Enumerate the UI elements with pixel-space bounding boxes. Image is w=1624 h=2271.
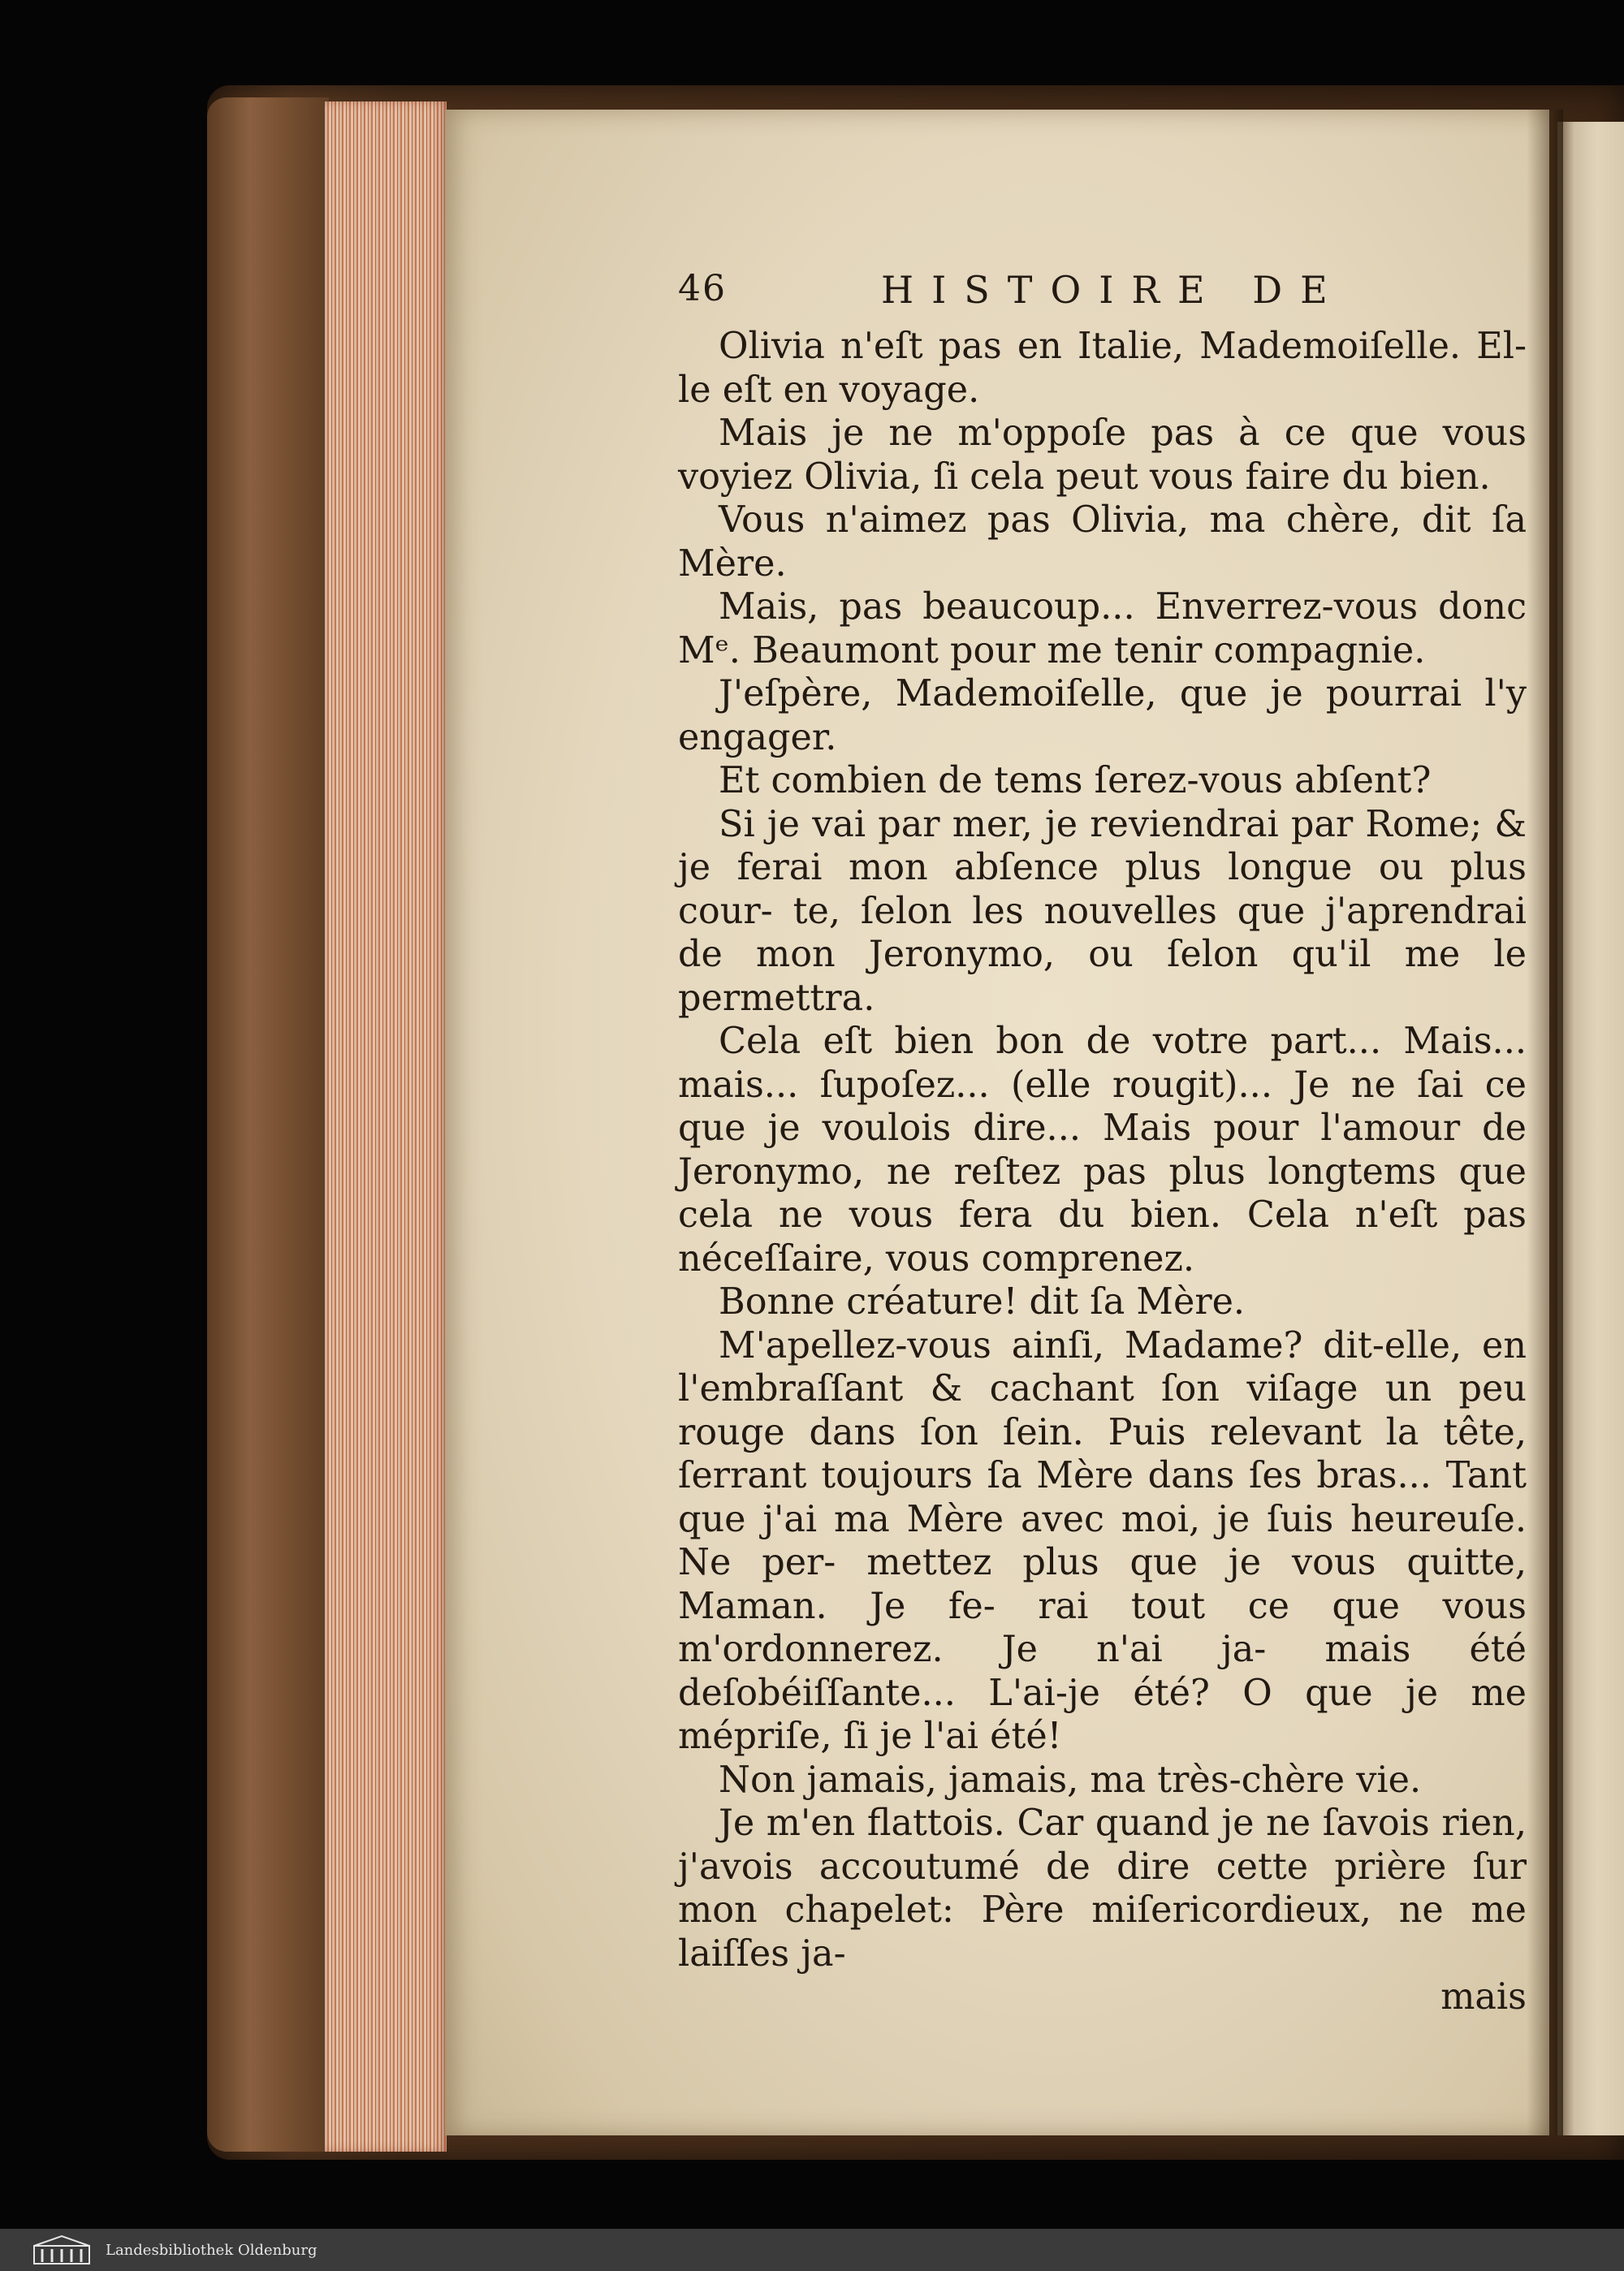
paragraph bbox=[678, 1324, 1527, 1759]
paragraph bbox=[678, 585, 1527, 672]
paragraph bbox=[678, 759, 1527, 803]
paragraph bbox=[678, 672, 1527, 759]
paragraph bbox=[678, 325, 1527, 412]
text-line: dans ſon ſein. Puis relevant la tête, ſerrant bbox=[678, 1411, 1527, 1496]
library-building-icon bbox=[32, 2234, 91, 2265]
library-name: Landesbibliothek Oldenburg bbox=[106, 2241, 317, 2259]
text-line: engager. bbox=[678, 716, 837, 758]
text-line: je me mépriſe, ſi je l'ai été! bbox=[678, 1672, 1527, 1757]
text-line: Non jamais, jamais, ma très-chère vie. bbox=[719, 1759, 1422, 1801]
paragraph bbox=[678, 803, 1527, 1021]
paragraph bbox=[678, 499, 1527, 585]
text-line: J'eſpère, Mademoiſelle, que je pourrai l'y bbox=[719, 673, 1527, 715]
text-line: Mais, pas beaucoup... Enverrez-vous donc bbox=[719, 586, 1527, 628]
paragraph bbox=[678, 1020, 1527, 1280]
text-line: Je m'en flattois. Car quand je ne ſavois rien, bbox=[719, 1803, 1527, 1844]
text-line: te, ſelon les nouvelles que j'aprendrai de mon bbox=[678, 890, 1527, 975]
page-number: 46 bbox=[678, 268, 727, 309]
paragraph bbox=[678, 412, 1527, 499]
text-line: Olivia, ſi cela peut vous faire du bien. bbox=[804, 455, 1491, 498]
footer-bar bbox=[0, 2229, 1624, 2271]
text-line: l'embraſſant & cachant ſon viſage un peu rouge bbox=[678, 1368, 1527, 1453]
text-line: j'avois accoutumé de dire cette prière ſur mon bbox=[678, 1846, 1527, 1931]
page-edges bbox=[325, 101, 447, 2152]
page-text-block bbox=[678, 268, 1527, 2019]
text-line: ma Mère avec moi, je ſuis heureuſe. Ne per- bbox=[678, 1498, 1527, 1583]
header-title: HISTOIRE DE bbox=[881, 268, 1345, 312]
text-line: mais... ſupoſez... (elle rougit)... Je ne ſai bbox=[678, 1064, 1464, 1106]
text-line: chapelet: Père miſericordieux, ne me laiſſes ja- bbox=[678, 1889, 1527, 1975]
text-line: Jeronymo, ne reſtez pas plus longtems que cela bbox=[678, 1151, 1527, 1236]
text-line: Mais je ne m'oppoſe pas à ce que vous voyiez bbox=[678, 412, 1527, 498]
text-line: Olivia n'eſt pas en Italie, Mademoiſelle. El- bbox=[719, 326, 1527, 367]
text-line: Cela eſt bien bon de votre part... Mais... bbox=[719, 1021, 1527, 1062]
text-line: M'apellez-vous ainſi, Madame? dit-elle, en bbox=[719, 1324, 1527, 1366]
running-head bbox=[678, 268, 1527, 325]
text-line: vous comprenez. bbox=[885, 1237, 1195, 1280]
text-line: le eſt en voyage. bbox=[678, 369, 980, 411]
text-line: ce que je voulois dire... Mais pour l'amour de bbox=[678, 1064, 1527, 1149]
text-line: Bonne créature! dit ſa Mère. bbox=[719, 1281, 1246, 1323]
text-line: rai tout ce que vous m'ordonnerez. Je n'ai ja- bbox=[678, 1585, 1527, 1670]
text-line: Jeronymo, ou ſelon qu'il me le permettra. bbox=[678, 934, 1527, 1019]
text-line: Et combien de tems ſerez-vous abſent? bbox=[719, 760, 1432, 801]
cover-flap bbox=[207, 97, 329, 2152]
text-line: je ferai mon abſence plus longue ou plus cour- bbox=[678, 847, 1527, 932]
catchword: mais bbox=[1440, 1976, 1527, 2018]
text-line: ne vous fera du bien. Cela n'eſt pas néceſſaire, bbox=[678, 1194, 1527, 1280]
text-line: mais été deſobéiſſante... L'ai-je été? O que bbox=[678, 1629, 1527, 1714]
text-line: mettez plus que je vous quitte, Maman. Je fe- bbox=[678, 1542, 1527, 1627]
paragraph bbox=[678, 1280, 1527, 1324]
next-page-leaf bbox=[1557, 122, 1624, 2135]
text-line: toujours ſa Mère dans ſes bras... Tant que j'ai bbox=[678, 1455, 1527, 1540]
paragraph bbox=[678, 1759, 1527, 1803]
paragraph bbox=[678, 1802, 1527, 1975]
text-line: Vous n'aimez pas Olivia, ma chère, dit ſa Mère. bbox=[678, 499, 1527, 585]
gutter-shadow bbox=[1527, 110, 1563, 2135]
text-line: Si je vai par mer, je reviendrai par Rome; & bbox=[719, 803, 1527, 845]
text-line: Mᵉ. Beaumont pour me tenir compagnie. bbox=[678, 629, 1426, 671]
